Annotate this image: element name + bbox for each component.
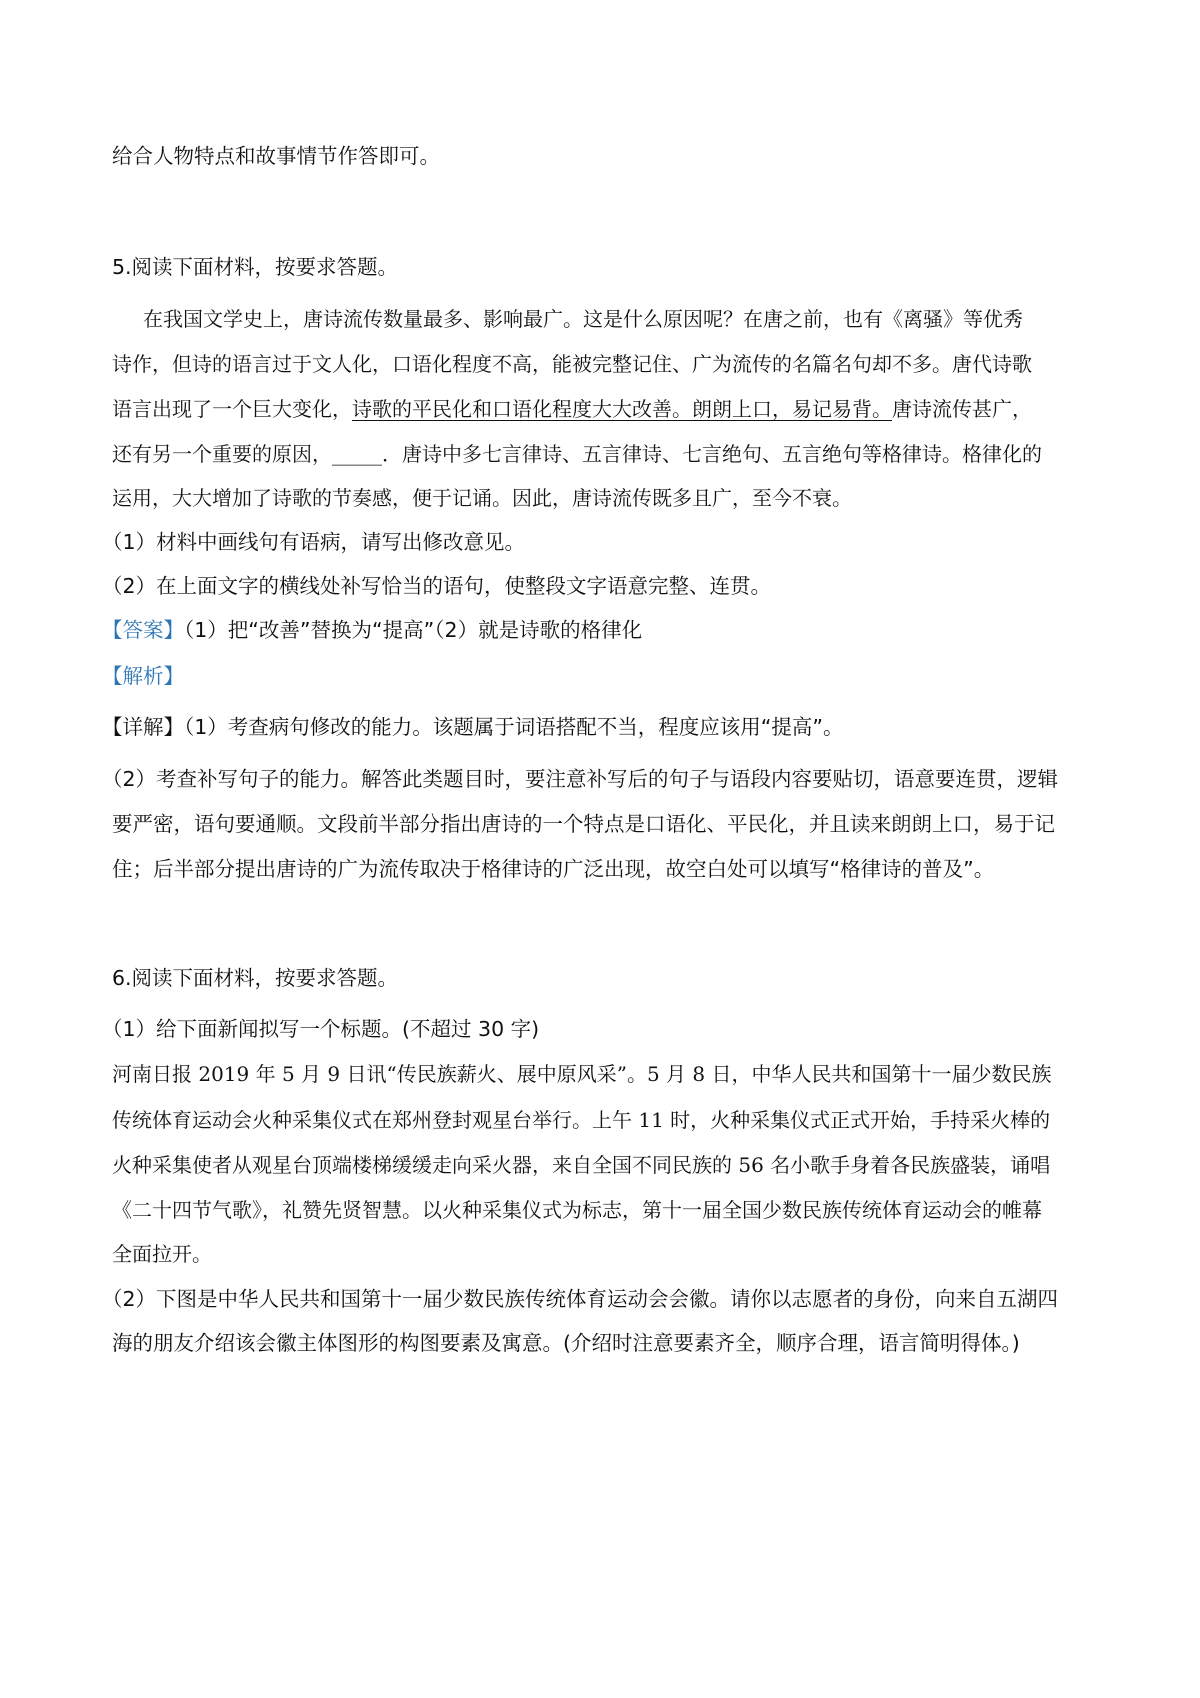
q5-subquestion-1: （1）材料中画线句有语病，请写出修改意见。 bbox=[102, 530, 526, 554]
q5-detail2-line-3: 住；后半部分提出唐诗的广为流传取决于格律诗的广泛出现，故空白处可以填写“格律诗的普及”。 bbox=[112, 857, 995, 881]
answer-label: 【答案】 bbox=[102, 618, 184, 642]
q6-news-line-5: 全面拉开。 bbox=[112, 1242, 212, 1266]
analysis-label: 【解析】 bbox=[102, 664, 184, 688]
q5-passage-line-1: 在我国文学史上，唐诗流传数量最多、影响最广。这是什么原因呢？在唐之前，也有《离骚》等优秀 bbox=[143, 307, 1023, 331]
q6-news-line-4: 《二十四节气歌》，礼赞先贤智慧。以火种采集仪式为标志，第十一届全国少数民族传统体育运动会的帷幕 bbox=[112, 1198, 1042, 1222]
q6-subquestion-2-line-1: （2）下图是中华人民共和国第十一届少数民族传统体育运动会会徽。请你以志愿者的身份，向来自五湖四 bbox=[102, 1287, 1059, 1311]
q5-subquestion-2: （2）在上面文字的横线处补写恰当的语句，使整段文字语意完整、连贯。 bbox=[102, 574, 772, 598]
detail-text: （1）考查病句修改的能力。该题属于词语搭配不当，程度应该用“提高”。 bbox=[184, 715, 844, 739]
q5-passage-line-3 bbox=[112, 395, 1032, 423]
intro-line: 给合人物特点和故事情节作答即可。 bbox=[112, 144, 440, 168]
answer-text: （1）把“改善”替换为“提高”（2）就是诗歌的格律化 bbox=[184, 618, 643, 642]
q5-passage-line-5: 运用，大大增加了诗歌的节奏感，便于记诵。因此，唐诗流传既多且广，至今不衰。 bbox=[112, 486, 852, 510]
q5-detail bbox=[102, 713, 844, 741]
q6-news-line-1: 河南日报 2019 年 5 月 9 日讯“传民族薪火、展中原风采”。5 月 8 日，中华人民共和国第十一届少数民族 bbox=[112, 1062, 1052, 1086]
q6-heading: 6.阅读下面材料，按要求答题。 bbox=[112, 966, 399, 990]
q5-passage-line-3-end: 唐诗流传甚广， bbox=[892, 397, 1032, 421]
q5-answer bbox=[102, 616, 642, 644]
q5-passage-line-2: 诗作，但诗的语言过于文人化，口语化程度不高，能被完整记住、广为流传的名篇名句却不多。唐代诗歌 bbox=[112, 352, 1032, 376]
q5-detail2-line-1: （2）考查补写句子的能力。解答此类题目时，要注意补写后的句子与语段内容要贴切，语意要连贯，逻辑 bbox=[102, 767, 1059, 791]
q5-underlined-sentence: 诗歌的平民化和口语化程度大大改善。朗朗上口，易记易背。 bbox=[352, 397, 892, 421]
q6-news-line-3: 火种采集使者从观星台顶端楼梯缓缓走向采火器，来自全国不同民族的 56 名小歌手身着各民族盛装，诵唱 bbox=[112, 1153, 1051, 1177]
q6-subquestion-2-line-2: 海的朋友介绍该会徽主体图形的构图要素及寓意。(介绍时注意要素齐全，顺序合理，语言简明得体。) bbox=[112, 1331, 1020, 1355]
q6-subquestion-1: （1）给下面新闻拟写一个标题。(不超过 30 字) bbox=[102, 1017, 540, 1041]
q5-detail2-line-2: 要严密，语句要通顺。文段前半部分指出唐诗的一个特点是口语化、平民化，并且读来朗朗上口，易于记 bbox=[112, 812, 1055, 836]
q6-news-line-2: 传统体育运动会火种采集仪式在郑州登封观星台举行。上午 11 时，火种采集仪式正式开始，手持采火棒的 bbox=[112, 1108, 1051, 1132]
detail-label: 【详解】 bbox=[102, 715, 184, 739]
q5-passage-line-4: 还有另一个重要的原因，_____．唐诗中多七言律诗、五言律诗、七言绝句、五言绝句等格律诗。格律化的 bbox=[112, 442, 1042, 466]
q5-heading: 5.阅读下面材料，按要求答题。 bbox=[112, 255, 399, 279]
q5-passage-line-3-start: 语言出现了一个巨大变化， bbox=[112, 397, 352, 421]
